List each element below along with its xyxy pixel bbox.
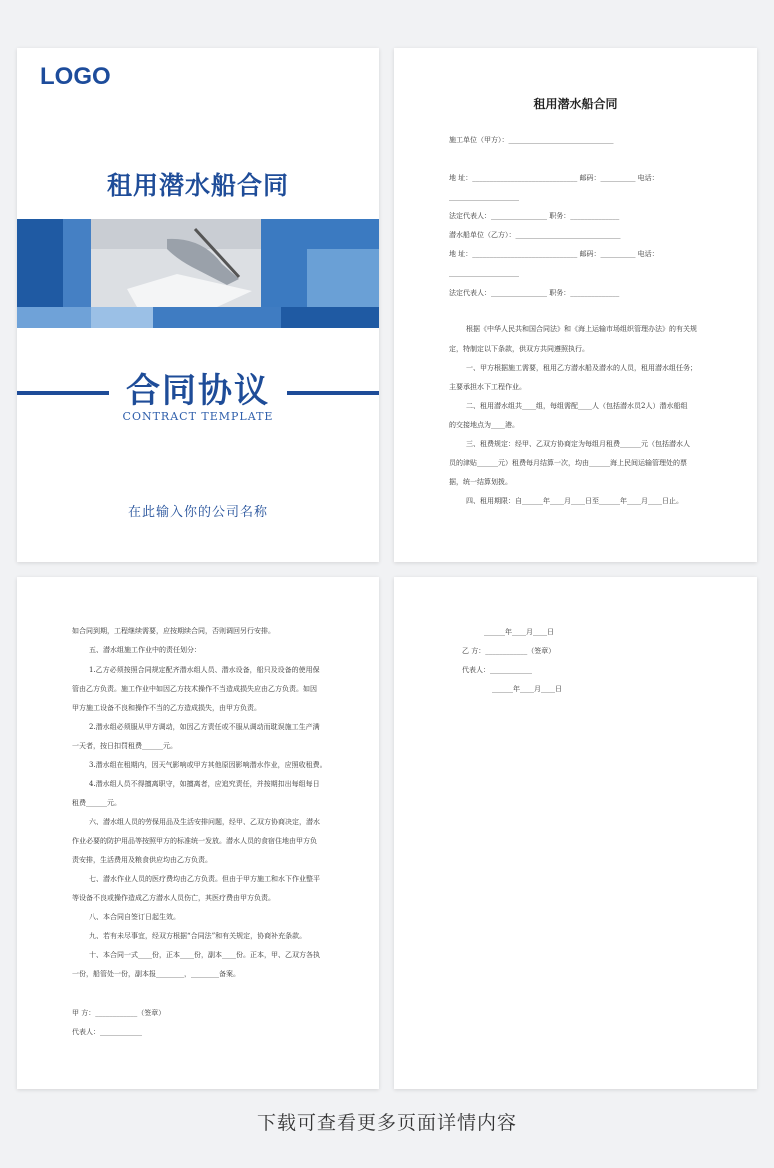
footer-caption: 下载可查看更多页面详情内容 [256,1112,517,1134]
cover-page [17,48,379,562]
contract-page-2 [17,577,379,1089]
text-line: 施工单位（甲方）：______________________________ [449,136,614,144]
text-line: 法定代表人：________________ 职务：______________ [449,212,620,220]
text-line: 三、租费规定：经甲、乙双方协商定为每组月租费______元（包括潜水人 [466,440,690,448]
text-line: 一份，船管处一份，副本报________，________备案。 [72,970,240,978]
text-line: 十、本合同一式____份，正本____份，副本____份。正本，甲、乙双方各执 [89,951,320,959]
date-line: ______年____月____日 [492,685,562,693]
text-line: 租费______元。 [72,799,121,807]
text-line: 五、潜水组施工作业中的责任划分： [89,646,201,654]
cover-photo-band [17,219,379,328]
big-title: 合同协议 [126,371,270,411]
text-line: 作业必要的防护用品等按照甲方的标准统一发放。潜水人员的食宿住地由甲方负 [72,837,317,845]
text-line: 地 址：______________________________ 邮码：__________ 电话： [449,250,659,258]
text-line: 1.乙方必须按照合同规定配齐潜水组人员、潜水设备，船只及设备的使用保 [89,666,320,674]
text-line: 二、租用潜水组共____组，每组需配____人（包括潜水员2人）潜水船组 [466,402,688,410]
text-line: 3.潜水组在租期内，因天气影响或甲方其他原因影响潜水作业，应照收租费。 [89,761,327,769]
text-line: ____________________ [449,269,519,277]
signature-line: 甲 方：____________（签章） [72,1009,166,1017]
text-line: ____________________ [449,193,519,201]
text-line: 的交接地点为____港。 [449,421,519,429]
text-line: 如合同到期，工程继续需要，应按期续合同，否则调回另行安排。 [72,627,275,635]
text-line: 七、潜水作业人员的医疗费均由乙方负责。但由于甲方施工和水下作业整平 [89,875,320,883]
contract-page-1 [394,48,757,562]
text-line: 一、甲方根据施工需要，租用乙方潜水船及潜水的人员，租用潜水组任务； [466,364,697,372]
cover-title: 租用潜水船合同 [106,171,289,200]
signature-line: 代表人：____________ [462,666,532,674]
text-line: 等设备不良或操作造成乙方潜水人员伤亡，其医疗费由甲方负责。 [72,894,275,902]
text-line: 地 址：______________________________ 邮码：__________ 电话： [449,174,659,182]
text-line: 据，统一结算划拨。 [449,478,512,486]
signature-line: 乙 方：____________（签章） [462,647,556,655]
text-line: 员的津贴______元）租费每月结算一次，均由______海上民间运输管理处的票 [449,459,687,467]
text-line: 九、若有未尽事宜，经双方根据“合同法”和有关规定，协商补充条款。 [89,932,307,940]
contract-page-3 [394,577,757,1089]
text-line: 定，特制定以下条款，供双方共同遵照执行。 [449,345,589,353]
company-name: 在此输入你的公司名称 [127,505,268,520]
text-line: 法定代表人：________________ 职务：______________ [449,289,620,297]
text-line: 一天者，按日扣罚租费______元。 [72,742,177,750]
text-line: 八、本合同自签订日起生效。 [89,913,180,921]
text-line: 潜水船单位（乙方）：______________________________ [449,231,621,239]
text-line: 责安排，生活费用及粮食供应均由乙方负责。 [72,856,212,864]
logo: LOGO [40,63,111,90]
text-line: 甲方施工设备不良和操作不当的乙方造成损失，由甲方负责。 [72,704,261,712]
text-line: 四、租用期限：自______年____月____日至______年____月____日止。 [466,497,683,505]
text-line: 2.潜水组必须服从甲方调动，如因乙方责任或不服从调动而耽误施工生产满 [89,723,320,731]
text-line: 4.潜水组人员不得擅离职守，如擅离者，应追究责任，并按期扣出每组每日 [89,780,320,788]
date-line: ______年____月____日 [484,628,554,636]
text-line: 管由乙方负责。施工作业中如因乙方技术操作不当造成损失应由乙方负责。如因 [72,685,317,693]
text-line: 六、潜水组人员的劳保用品及生活安排问题，经甲、乙双方协商决定，潜水 [89,818,320,826]
cover-subtitle: CONTRACT TEMPLATE [122,410,274,423]
doc-title: 租用潜水船合同 [533,97,618,111]
signature-line: 代表人：____________ [72,1028,142,1036]
text-line: 根据《中华人民共和国合同法》和《海上运输市场组织管理办法》的有关规 [466,325,697,333]
text-line: 主要承担水下工程作业。 [449,383,526,391]
